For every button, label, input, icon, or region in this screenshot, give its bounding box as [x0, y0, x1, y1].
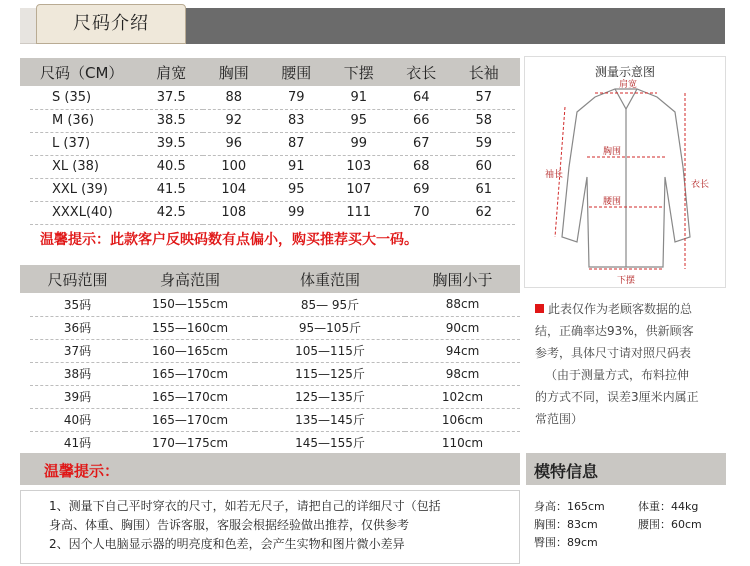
- cell: 165—170cm: [125, 362, 255, 385]
- cell: 100: [203, 155, 266, 178]
- cell: 150—155cm: [125, 293, 255, 316]
- note-line: （由于测量方式，布料拉伸: [545, 368, 690, 382]
- cell: 96: [203, 132, 266, 155]
- table-row: [30, 109, 515, 132]
- cell: 165—170cm: [125, 385, 255, 408]
- cell: 61: [453, 178, 516, 201]
- cell: 64: [390, 86, 453, 109]
- note-line: 的方式不同，误差3厘米内属正: [535, 390, 699, 404]
- table-row: [30, 316, 520, 339]
- cell: 91: [328, 86, 391, 109]
- shirt-icon: [525, 57, 727, 289]
- label-hem: 下摆: [617, 276, 636, 286]
- bullet-icon: [535, 304, 544, 313]
- model-title: 模特信息: [534, 462, 599, 481]
- col-chest-max: 胸围小于: [432, 270, 493, 289]
- cell: 88: [203, 86, 266, 109]
- tip-line: 1、测量下自己平时穿衣的尺寸，如若无尺子，请把自己的详细尺寸（包括: [49, 499, 441, 513]
- cell: 99: [265, 201, 328, 224]
- cell: 42.5: [140, 201, 203, 224]
- cell: 95: [328, 109, 391, 132]
- label-shoulder: 肩宽: [619, 80, 638, 90]
- cell: 170—175cm: [125, 431, 255, 454]
- model-weight: 体重：44kg: [638, 500, 699, 513]
- model-waist: 腰围：60cm: [638, 518, 702, 531]
- cell: 36码: [30, 316, 125, 339]
- cell: S (35): [30, 86, 140, 109]
- col-sleeve: 长袖: [468, 63, 499, 82]
- model-chest: 胸围：83cm: [534, 518, 598, 531]
- col-shoulder: 肩宽: [156, 63, 187, 82]
- label-chest: 胸围: [603, 147, 622, 157]
- cell: 115—125斤: [255, 362, 405, 385]
- model-height: 身高：165cm: [534, 500, 605, 513]
- cell: 110cm: [405, 431, 520, 454]
- cell: 41码: [30, 431, 125, 454]
- col-waist: 腰围: [281, 63, 312, 82]
- col-weight-range: 体重范围: [299, 270, 360, 289]
- cell: 39.5: [140, 132, 203, 155]
- cell: XL (38): [30, 155, 140, 178]
- cell: 66: [390, 109, 453, 132]
- cell: 68: [390, 155, 453, 178]
- cell: 107: [328, 178, 391, 201]
- cell: 35码: [30, 293, 125, 316]
- model-hip: 臀围：89cm: [534, 536, 598, 549]
- cell: 57: [453, 86, 516, 109]
- cell: 40.5: [140, 155, 203, 178]
- cell: M (36): [30, 109, 140, 132]
- side-note: [535, 298, 725, 430]
- cell: XXL (39): [30, 178, 140, 201]
- cell: 59: [453, 132, 516, 155]
- col-chest: 胸围: [218, 63, 249, 82]
- cell: 91: [265, 155, 328, 178]
- cell: 94cm: [405, 339, 520, 362]
- table-row: [30, 132, 515, 155]
- label-waist: 腰围: [603, 197, 622, 207]
- table-row: [30, 201, 515, 224]
- table-row: [30, 385, 520, 408]
- table-row: [30, 155, 515, 178]
- cell: 79: [265, 86, 328, 109]
- cell: 165—170cm: [125, 408, 255, 431]
- table-row: [30, 362, 520, 385]
- label-sleeve: 袖长: [545, 170, 564, 180]
- size-warning: 温馨提示：此款客户反映码数有点偏小，购买推荐买大一码。: [40, 232, 418, 248]
- diagram-title: 测量示意图: [594, 65, 655, 79]
- table-row: [30, 431, 520, 454]
- cell: 108: [203, 201, 266, 224]
- cell: 104: [203, 178, 266, 201]
- cell: 40码: [30, 408, 125, 431]
- cell: 70: [390, 201, 453, 224]
- tip-line: 身高、体重、胸围）告诉客服，客服会根据经验做出推荐，仅供参考: [49, 518, 410, 532]
- cell: 38码: [30, 362, 125, 385]
- cell: 102cm: [405, 385, 520, 408]
- table-row: [30, 293, 520, 316]
- cell: 85— 95斤: [255, 293, 405, 316]
- cell: 135—145斤: [255, 408, 405, 431]
- cell: 155—160cm: [125, 316, 255, 339]
- cell: 98cm: [405, 362, 520, 385]
- cell: 87: [265, 132, 328, 155]
- cell: 106cm: [405, 408, 520, 431]
- cell: L (37): [30, 132, 140, 155]
- col-size-range: 尺码范围: [47, 270, 108, 289]
- cell: 105—115斤: [255, 339, 405, 362]
- note-line: 结，正确率达93%，供新顾客: [535, 324, 694, 338]
- table-row: [30, 339, 520, 362]
- label-length: 衣长: [691, 180, 710, 190]
- table-row: [30, 178, 515, 201]
- tips-box: [20, 490, 520, 564]
- cell: 160—165cm: [125, 339, 255, 362]
- cell: 145—155斤: [255, 431, 405, 454]
- size-table: [30, 58, 515, 225]
- header-dark-strip: [180, 8, 725, 44]
- col-size: 尺码（CM）: [40, 63, 124, 82]
- cell: XXXL(40): [30, 201, 140, 224]
- table-row: [30, 86, 515, 109]
- tips-title: 温馨提示：: [44, 462, 120, 480]
- cell: 69: [390, 178, 453, 201]
- page-title: 尺码介绍: [36, 4, 186, 44]
- cell: 111: [328, 201, 391, 224]
- cell: 88cm: [405, 293, 520, 316]
- cell: 60: [453, 155, 516, 178]
- cell: 92: [203, 109, 266, 132]
- cell: 41.5: [140, 178, 203, 201]
- cell: 58: [453, 109, 516, 132]
- cell: 103: [328, 155, 391, 178]
- col-length: 衣长: [406, 63, 437, 82]
- cell: 37.5: [140, 86, 203, 109]
- table-row: [30, 408, 520, 431]
- cell: 39码: [30, 385, 125, 408]
- measurement-diagram: [524, 56, 726, 288]
- cell: 125—135斤: [255, 385, 405, 408]
- cell: 38.5: [140, 109, 203, 132]
- cell: 99: [328, 132, 391, 155]
- col-height-range: 身高范围: [159, 270, 220, 289]
- cell: 90cm: [405, 316, 520, 339]
- cell: 37码: [30, 339, 125, 362]
- model-info: [526, 490, 726, 564]
- note-line: 参考，具体尺寸请对照尺码表: [535, 346, 692, 360]
- cell: 95—105斤: [255, 316, 405, 339]
- range-table: [30, 265, 520, 455]
- cell: 62: [453, 201, 516, 224]
- note-line: 此表仅作为老顾客数据的总: [548, 302, 693, 316]
- tip-line: 2、因个人电脑显示器的明亮度和色差，会产生实物和图片微小差异: [49, 537, 405, 551]
- cell: 83: [265, 109, 328, 132]
- cell: 95: [265, 178, 328, 201]
- cell: 67: [390, 132, 453, 155]
- note-line: 常范围）: [535, 412, 584, 426]
- col-hem: 下摆: [343, 63, 374, 82]
